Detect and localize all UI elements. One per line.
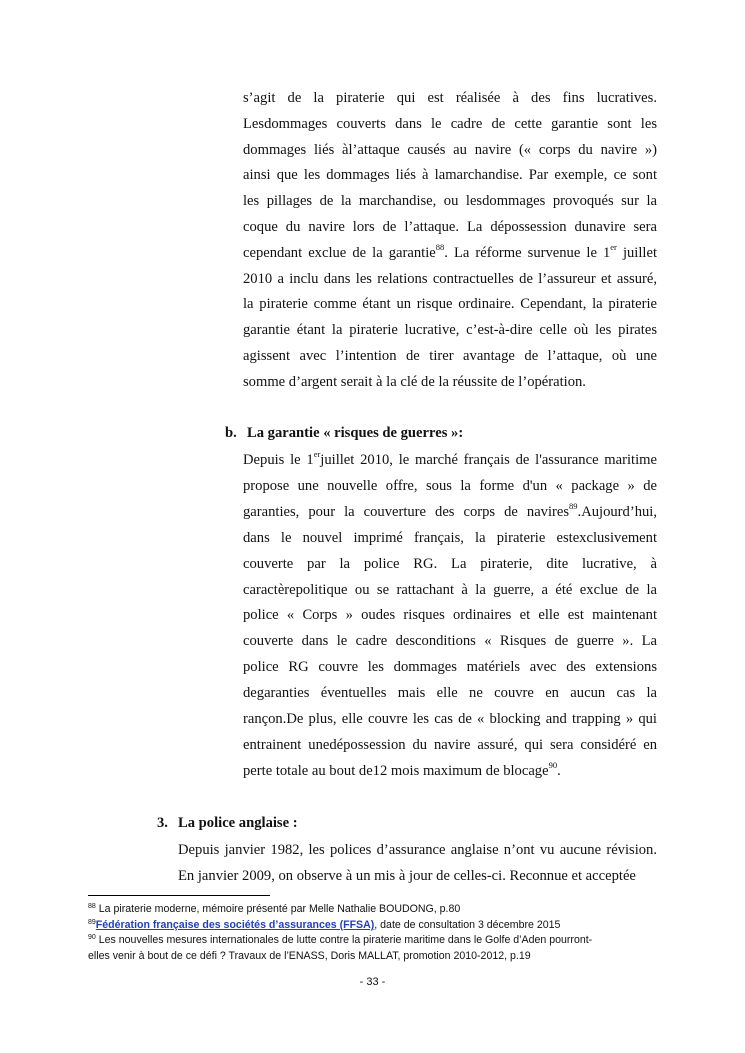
footnote-reference: 89: [569, 500, 578, 511]
text-line: [243, 115, 657, 133]
text-line: [243, 241, 657, 262]
text-segment: juillet 2010, le marché français de l'assurance maritime: [320, 452, 657, 468]
text-line: [243, 321, 657, 339]
heading-3-num: 3.: [157, 815, 168, 831]
text-segment: . La réforme survenue le 1: [444, 244, 611, 261]
text-segment: .Aujourd’hui,: [577, 503, 657, 520]
text-segment: 2010 a inclu dans les relations contractuelles de l’assureur et assuré,: [243, 270, 657, 287]
text-segment: coque du navire lors de l’attaque. La dépossession dunavire sera: [243, 219, 657, 235]
text-segment: police « Corps » oudes risques ordinaires et elle est maintenant: [243, 607, 657, 624]
text-line: [243, 736, 657, 754]
text-segment: caractèrepolitique ou se rattachant à la guerre, a été exclue de la: [243, 581, 657, 598]
text-segment: s’agit de la piraterie qui est réalisée à des fins lucratives.: [243, 90, 657, 106]
text-segment: entrainent unedépossession du navire assuré, qui sera considéré en: [243, 736, 657, 753]
footnote-text: La piraterie moderne, mémoire présenté par Melle Nathalie BOUDONG, p.80: [95, 903, 461, 915]
text-segment: dans le nouvel imprimé français, la piraterie estexclusivement: [243, 529, 657, 546]
footnote-reference: 90: [548, 759, 558, 770]
text-segment: les pillages de la marchandise, ou lesdommages provoqués sur la: [243, 193, 657, 210]
footnote-90-cont: [88, 950, 531, 963]
text-segment: dommages liés àl’attaque causés au navire (« corps du navire »): [243, 141, 657, 158]
text-line: [243, 606, 657, 624]
text-segment: ainsi que les dommages liés à lamarchandise. Par exemple, ce sont: [243, 167, 657, 184]
text-line: [243, 373, 657, 391]
heading-b-title: La garantie « risques de guerres »:: [247, 425, 464, 441]
text-segment: couverte par la police RG. La piraterie, dite lucrative, à: [243, 555, 657, 572]
heading-b-num: b.: [225, 425, 237, 441]
text-line: [243, 555, 657, 573]
text-segment: juillet: [616, 244, 657, 261]
text-line: [178, 867, 657, 885]
text-segment: Lesdommages couverts dans le cadre de cette garantie sont les: [243, 115, 657, 132]
text-segment: cependant exclue de la garantie: [243, 244, 436, 261]
text-segment: la piraterie comme étant un risque ordinaire. Cependant, la piraterie: [243, 296, 657, 313]
text-line: [243, 529, 657, 547]
footnote-text: elles venir à bout de ce défi ? Travaux de l’ENASS, Doris MALLAT, promotion 2010-2012, p.19: [88, 950, 531, 962]
footnote-reference: er: [313, 449, 321, 459]
text-segment: degaranties éventuelles mais elle ne couvre en aucun cas la: [243, 685, 657, 702]
text-segment: En janvier 2009, on observe à un mis à jour de celles-ci. Reconnue et acceptée: [178, 868, 636, 884]
text-line: [243, 658, 657, 676]
text-line: [243, 684, 657, 702]
text-segment: agissent avec l’intention de tirer avantage de l’attaque, où une: [243, 348, 657, 364]
text-segment: police RG couvre les dommages matériels avec des extensions: [243, 659, 657, 676]
text-line: [243, 759, 657, 780]
footnote-number: 89: [88, 919, 96, 926]
text-line: [243, 500, 657, 521]
text-line: [243, 581, 657, 599]
ffsa-link[interactable]: Fédération française des sociétés d’assurances (FFSA): [95, 919, 375, 931]
footnote-separator: [88, 895, 270, 896]
text-line: [243, 295, 657, 313]
text-segment: .: [557, 762, 561, 779]
text-line: [243, 270, 657, 288]
text-segment: propose une nouvelle offre, sous la forme d'un « package » de: [243, 477, 657, 494]
text-segment: Depuis janvier 1982, les polices d’assurance anglaise n’ont vu aucune révision.: [178, 842, 657, 858]
footnote-text: , date de consultation 3 décembre 2015: [374, 919, 561, 931]
text-line: [243, 451, 657, 469]
footnote-89: [88, 919, 560, 932]
footnote-number: 88: [88, 903, 96, 910]
footnote-number: 90: [88, 934, 96, 941]
footnote-text: Les nouvelles mesures internationales de lutte contre la piraterie maritime dans le Golfe d’Aden pourront-: [95, 934, 593, 946]
text-line: [243, 141, 657, 159]
text-segment: garantie étant la piraterie lucrative, c’est-à-dire celle où les pirates: [243, 322, 657, 339]
text-line: [243, 218, 657, 236]
text-line: [178, 841, 657, 859]
text-line: [243, 347, 657, 365]
text-segment: garanties, pour la couverture des corps de navires: [243, 503, 570, 520]
text-line: [243, 477, 657, 495]
text-line: [243, 710, 657, 728]
text-segment: perte totale au bout de12 mois maximum de blocage: [243, 762, 549, 779]
text-line: [243, 192, 657, 210]
footnote-90: [88, 934, 592, 947]
footnote-88: [88, 903, 460, 916]
text-segment: couverte dans le cadre desconditions « Risques de guerre ». La: [243, 633, 657, 650]
heading-3-title: La police anglaise :: [178, 815, 298, 831]
footnote-reference: er: [610, 241, 617, 252]
text-line: [243, 166, 657, 184]
page-number: - 33 -: [359, 976, 386, 988]
text-segment: Depuis le 1: [243, 452, 314, 468]
text-segment: somme d’argent serait à la clé de la réussite de l’opération.: [243, 373, 586, 390]
text-line: [243, 89, 657, 107]
footnote-reference: 88: [435, 241, 445, 252]
text-segment: rançon.De plus, elle couvre les cas de « blocking and trapping » qui: [243, 711, 657, 727]
text-line: [243, 632, 657, 650]
